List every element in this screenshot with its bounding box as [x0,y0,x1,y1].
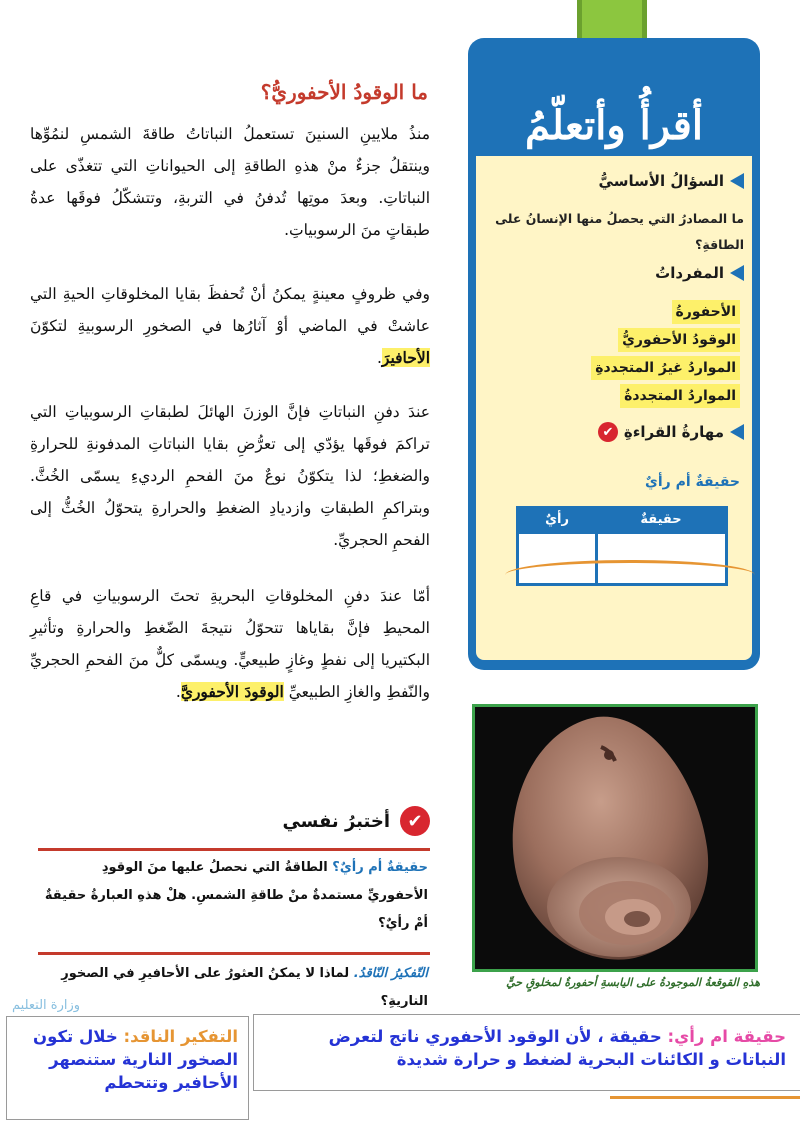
paragraph-3: عندَ دفنِ النباتاتِ فإنَّ الوزنَ الهائلَ لطبقاتِ الرسوبياتِ التي تراكمَ فوقَها يؤدّي إلى تعرُّضِ بقايا النباتاتِ المدفونةِ للحرارةِ والضغطِ؛ لذا يتكوّنُ نوعٌ منَ الفحمِ الرديءِ يسمّى الخُثَّ. وبتراكمِ الطبقاتِ وازديادِ الضغطِ والحرارةِ يتحوّلُ الخُثُّ إلى الفحمِ الحجريِّ. [30,403,430,549]
vocab-item: المواردُ المتجددةُ [620,384,740,408]
divider [38,848,430,851]
check-icon: ✔ [598,422,618,442]
essential-question-heading: السؤالُ الأساسيُّ [599,172,744,190]
vocabulary-heading: المفرداتُ [655,264,744,282]
table-header-opinion: رأيٌ [518,508,597,533]
answer-box-fact-opinion: حقيقة ام رأي: حقيقة ، لأن الوقود الأحفوري ناتج لتعرض النباتات و الكائنات البحرية لضغط و حرارة شديدة [253,1014,800,1091]
paragraph-1: منذُ ملايينِ السنينَ تستعملُ النباتاتُ طاقةَ الشمسِ لنمُوِّها وينتقلُ جزءٌ منْ هذهِ الطاقةِ إلى الحيواناتِ التي تتغذّى على النباتاتِ. وبعدَ موتِها تُدفنُ في التربةِ، وتتشكّلُ فوقَها عدةُ طبقاتٍ منَ الرسوبياتِ. [30,125,430,239]
triangle-bullet-icon [730,424,744,440]
triangle-bullet-icon [730,173,744,189]
essential-question: ما المصادرُ التي يحصلُ منها الإنسانُ على الطاقةِ؟ [495,211,744,252]
paragraph-2: وفي ظروفٍ معينةٍ يمكنُ أنْ تُحفظَ بقايا المخلوقاتِ الحيةِ التي عاشتْ في الماضي أوْ آثارُها في الصخورِ الرسوبيةِ لتكوّنَ الأحافيرَ. [30,285,430,367]
answer-box-critical-thinking: التفكير الناقد: خلال تكون الصخور النارية ستنصهر الأحافير وتتحطم [6,1016,249,1120]
vocab-item: الوقودُ الأحفوريُّ [618,328,740,352]
photo-caption: هذهِ القوقعةُ الموجودةُ على اليابسةِ أحفورةٌ لمخلوقٍ حيٍّ [506,976,760,989]
question-fact-opinion: حقيقةٌ أم رأيٌ؟ الطاقةُ التي نحصلُ عليها منَ الوقودِ الأحفوريِّ مستمدةٌ منْ طاقةِ الشمسِ. هلْ هذهِ العبارةُ حقيقةٌ أمْ رأيٌ؟ [44,860,428,931]
question-critical-thinking: التّفكيرُ النّاقدُ. لماذا لا يمكنُ العثورُ على الأحافيرِ في الصخورِ الناريةِ؟ [61,966,428,1009]
self-test-title: ✔ أختبرُ نفسي [282,806,430,836]
highlight-term: الأحافيرَ [381,348,430,367]
vocab-item: المواردُ غيرُ المتجددةِ [591,356,740,380]
vocab-item: الأحفورةُ [672,300,741,324]
article-title: ما الوقودُ الأحفوريُّ؟ [260,80,428,104]
reading-skill-name: حقيقةٌ أم رأيٌ [645,474,740,490]
divider [38,952,430,955]
fossil-shell-photo [472,704,758,972]
decorative-swoosh [505,560,755,590]
fossil-shell-image [472,707,755,972]
paragraph-4: أمّا عندَ دفنِ المخلوقاتِ البحريةِ تحتَ الرسوبياتِ في قاعِ المحيطِ فإنَّ بقاياها تتحوّلُ نتيجةَ الضّغطِ والحرارةِ وتأثيرِ البكتيريا إلى نفطٍ وغازٍ طبيعيٍّ. ويسمّى كلٌّ منَ الفحمِ الحجريِّ والنّفطِ والغازِ الطبيعيِّ الوقودَ الأحفوريَّ. [30,587,430,701]
reading-skill-heading: مهارةُ القراءةِ ✔ [598,422,744,442]
watermark: وزارة التعليم [12,998,81,1013]
decorative-line [610,1096,800,1099]
check-icon: ✔ [400,806,430,836]
panel-title: أقرأُ وأتعلّمُ [524,102,704,149]
highlight-term: الوقودَ الأحفوريَّ [180,682,284,701]
triangle-bullet-icon [730,265,744,281]
table-header-fact: حقيقةٌ [596,508,726,533]
